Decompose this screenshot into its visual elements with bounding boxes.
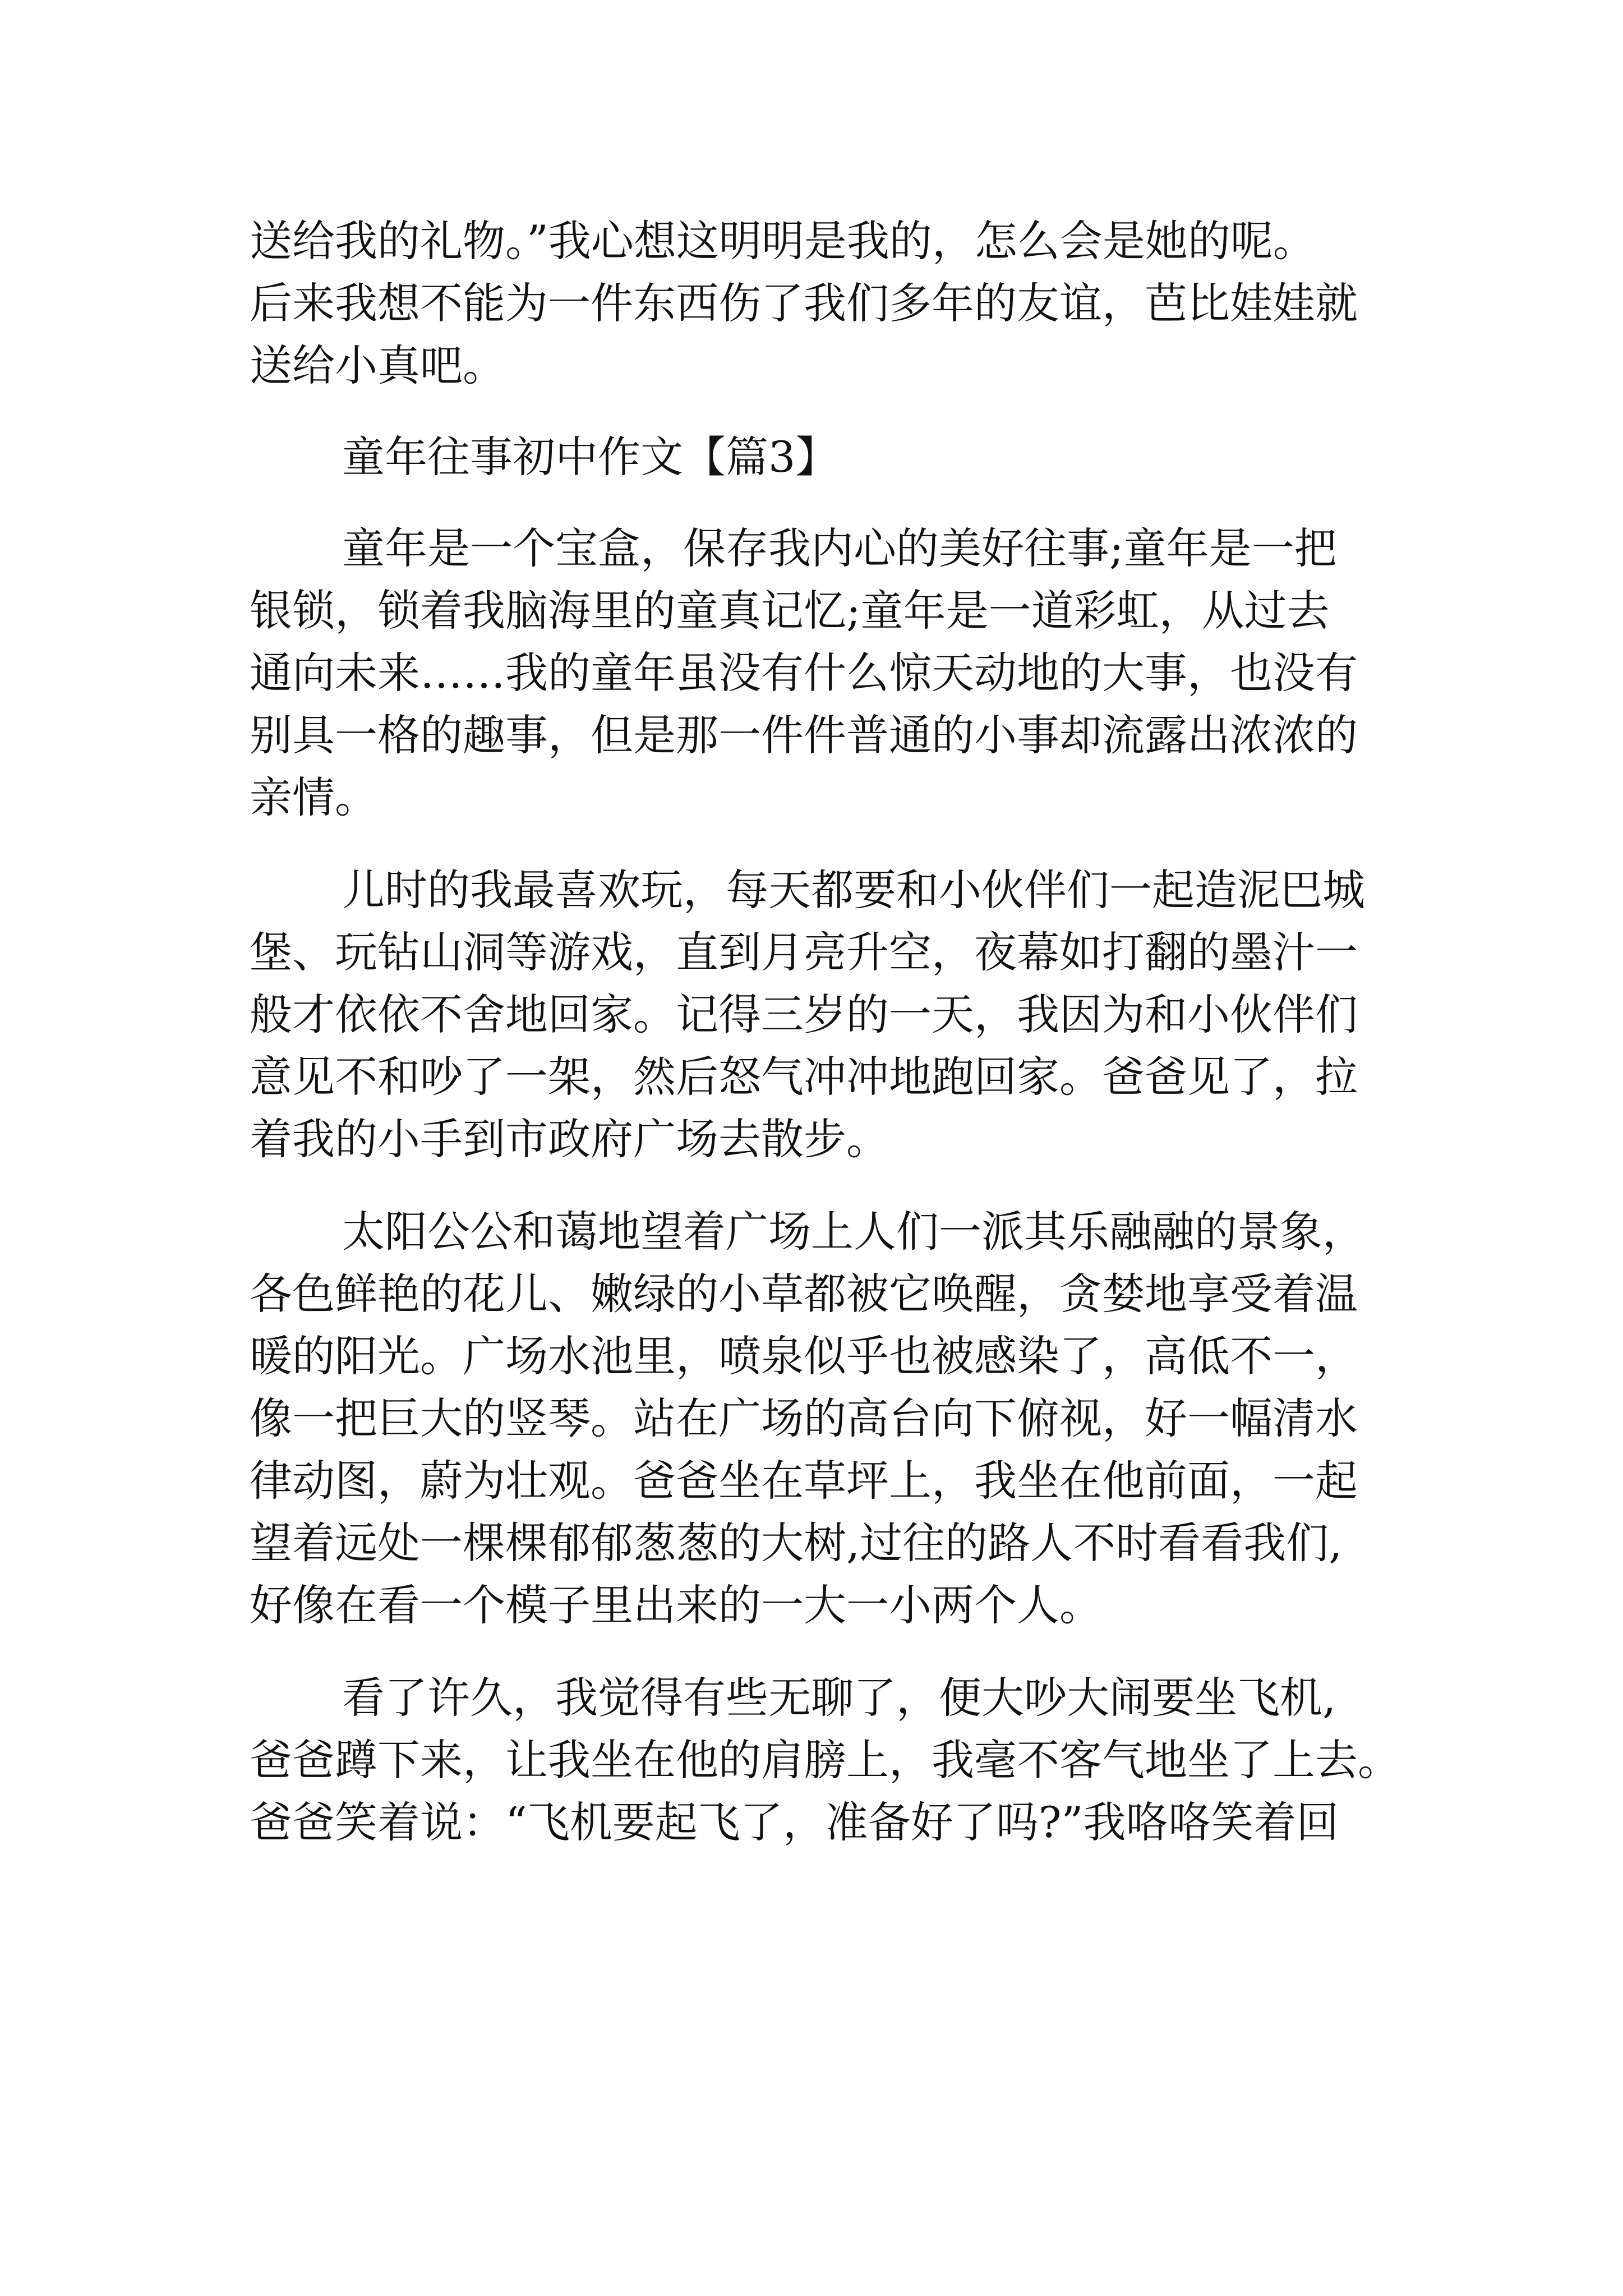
paragraph-3-line-2: 各色鲜艳的花儿、嫩绿的小草都被它唤醒，贪婪地享受着温 (250, 1269, 1358, 1319)
continuation-line-2: 后来我想不能为一件东西伤了我们多年的友谊，芭比娃娃就 (250, 278, 1358, 328)
paragraph-2-line-5: 着我的小手到市政府广场去散步。 (250, 1114, 889, 1164)
paragraph-2-line-3: 般才依依不舍地回家。记得三岁的一天，我因为和小伙伴们 (250, 990, 1358, 1039)
paragraph-1-line-3: 通向未来……我的童年虽没有什么惊天动地的大事，也没有 (250, 648, 1358, 698)
paragraph-4-line-3: 爸爸笑着说：“飞机要起飞了，准备好了吗?”我咯咯笑着回 (250, 1797, 1339, 1847)
paragraph-1-line-1: 童年是一个宝盒，保存我内心的美好往事;童年是一把 (342, 523, 1337, 573)
paragraph-2-line-1: 儿时的我最喜欢玩，每天都要和小伙伴们一起造泥巴城 (342, 865, 1365, 915)
continuation-line-1: 送给我的礼物。”我心想这明明是我的，怎么会是她的呢。 (250, 216, 1316, 266)
section-title: 童年往事初中作文【篇3】 (342, 432, 838, 482)
paragraph-2-line-2: 堡、玩钻山洞等游戏，直到月亮升空，夜幕如打翻的墨汁一 (250, 927, 1358, 977)
paragraph-3-line-4: 像一把巨大的竖琴。站在广场的高台向下俯视，好一幅清水 (250, 1393, 1358, 1443)
paragraph-1-line-2: 银锁，锁着我脑海里的童真记忆;童年是一道彩虹，从过去 (250, 586, 1330, 636)
paragraph-3-line-7: 好像在看一个模子里出来的一大一小两个人。 (250, 1580, 1102, 1630)
paragraph-3-line-3: 暖的阳光。广场水池里，喷泉似乎也被感染了，高低不一， (250, 1331, 1358, 1381)
paragraph-1-line-4: 别具一格的趣事，但是那一件件普通的小事却流露出浓浓的 (250, 710, 1358, 760)
paragraph-3-line-6: 望着远处一棵棵郁郁葱葱的大树,过往的路人不时看看我们, (250, 1518, 1343, 1568)
paragraph-3-line-1: 太阳公公和蔼地望着广场上人们一派其乐融融的景象， (342, 1207, 1365, 1257)
paragraph-3-line-5: 律动图，蔚为壮观。爸爸坐在草坪上，我坐在他前面，一起 (250, 1456, 1358, 1506)
paragraph-2-line-4: 意见不和吵了一架，然后怒气冲冲地跑回家。爸爸见了，拉 (250, 1052, 1358, 1102)
paragraph-4-line-2: 爸爸蹲下来，让我坐在他的肩膀上，我毫不客气地坐了上去。 (250, 1735, 1400, 1785)
paragraph-4-line-1: 看了许久，我觉得有些无聊了，便大吵大闹要坐飞机, (342, 1673, 1336, 1723)
continuation-line-3: 送给小真吧。 (250, 341, 505, 390)
paragraph-1-line-5: 亲情。 (250, 772, 377, 822)
